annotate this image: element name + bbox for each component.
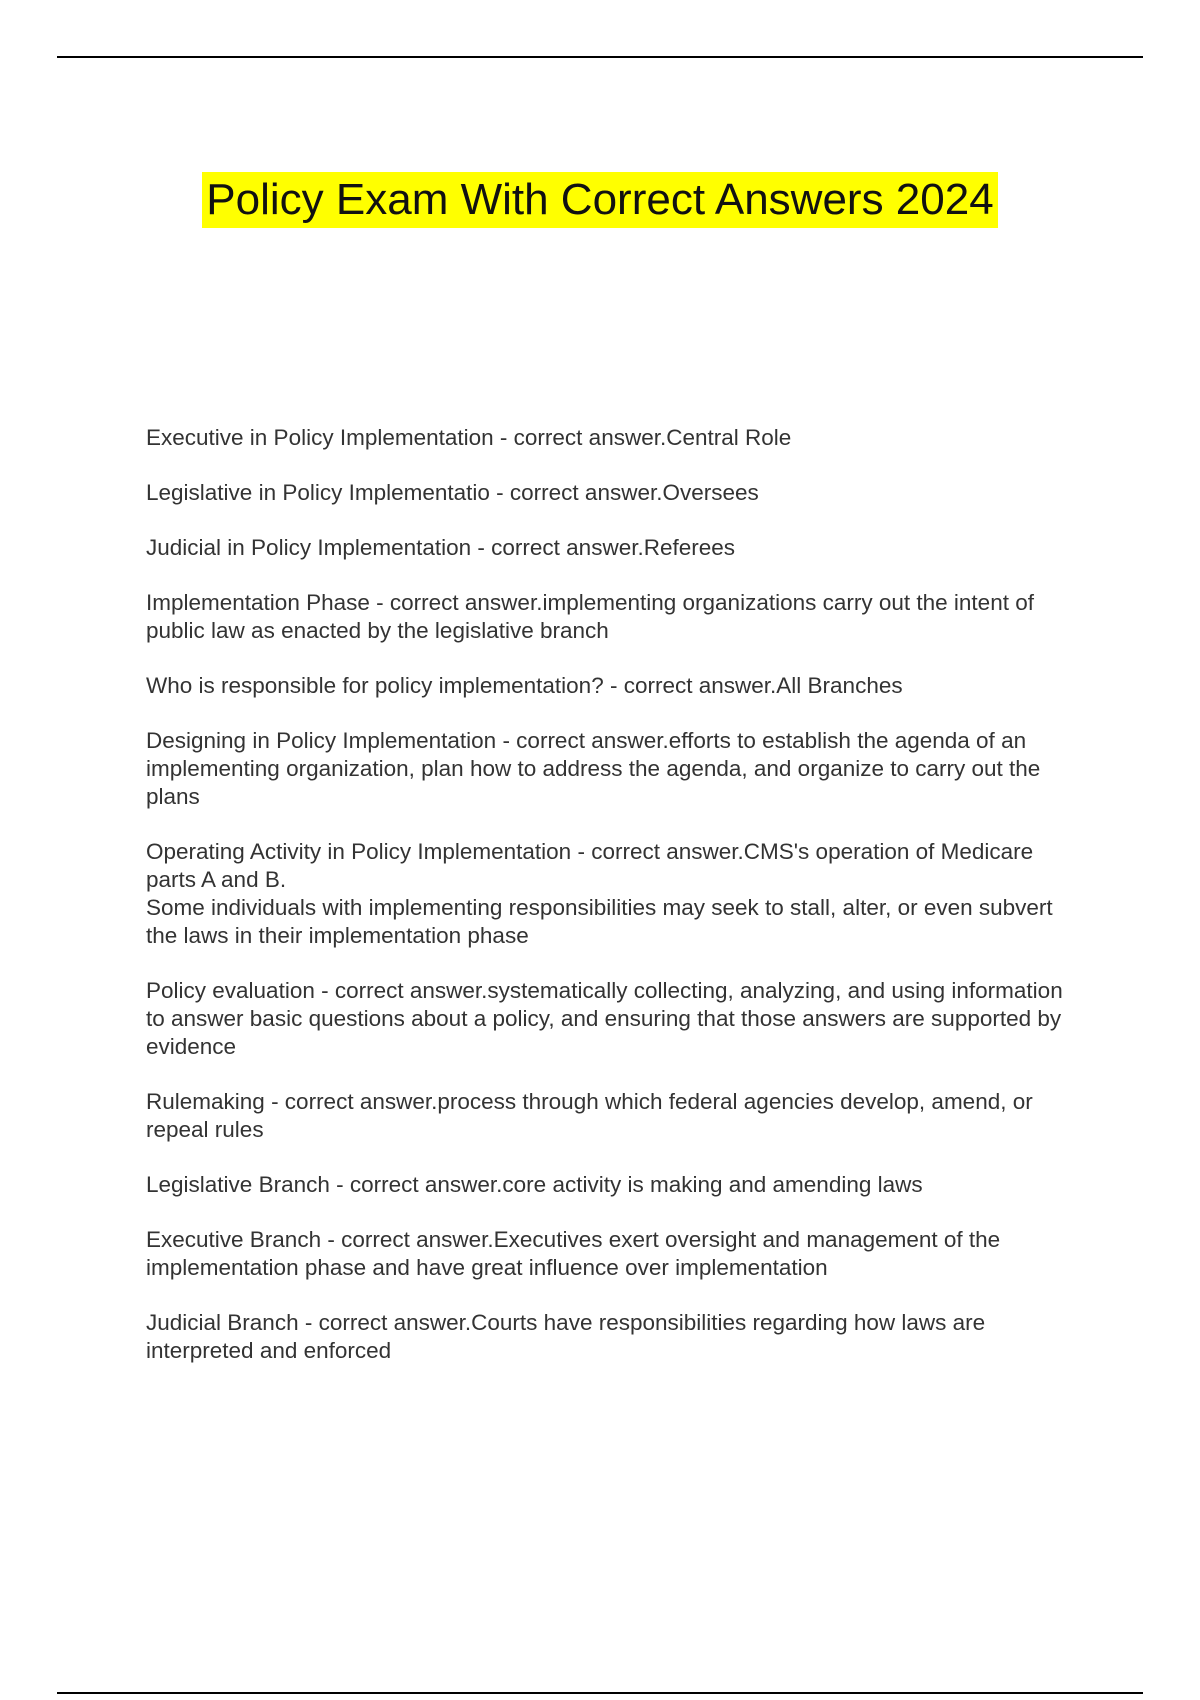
answer-separator: - correct answer. — [489, 480, 663, 505]
qa-item — [146, 589, 1086, 645]
answer-separator: - correct answer. — [603, 673, 777, 698]
answer-text: CMS's operation of Medicare parts A and B. Some individuals with implementing responsibilities may seek to stall, alter, or even subvert the laws in their implementation phase — [146, 839, 1053, 948]
answer-text: core activity is making and amending laws — [502, 1172, 923, 1197]
qa-item — [146, 534, 1086, 562]
qa-item — [146, 1309, 1086, 1365]
answer-separator: - correct answer. — [369, 590, 543, 615]
question-text: Operating Activity in Policy Implementation — [146, 839, 572, 864]
question-text: Judicial Branch — [146, 1310, 299, 1335]
title-container — [0, 172, 1200, 228]
answer-text: Courts have responsibilities regarding how laws are interpreted and enforced — [146, 1310, 986, 1363]
qa-item — [146, 1226, 1086, 1282]
answer-text: Oversees — [662, 480, 759, 505]
answer-separator: - correct answer. — [298, 1310, 472, 1335]
qa-item — [146, 672, 1086, 700]
question-text: Who is responsible for policy implementation? — [146, 673, 604, 698]
qa-item — [146, 977, 1086, 1061]
qa-item — [146, 479, 1086, 507]
answer-text: All Branches — [776, 673, 903, 698]
question-text: Executive in Policy Implementation — [146, 425, 494, 450]
qa-item — [146, 838, 1086, 950]
qa-item — [146, 424, 1086, 452]
page-title: Policy Exam With Correct Answers 2024 — [202, 172, 997, 228]
question-text: Executive Branch — [146, 1227, 322, 1252]
question-text: Designing in Policy Implementation — [146, 728, 497, 753]
question-text: Policy evaluation — [146, 978, 315, 1003]
answer-text: efforts to establish the agenda of an implementing organization, plan how to address the agenda, and organize to carry out the plans — [146, 728, 1041, 809]
answer-text: implementing organizations carry out the intent of public law as enacted by the legislative branch — [146, 590, 1034, 643]
qa-item — [146, 1088, 1086, 1144]
answer-separator: - correct answer. — [471, 535, 644, 560]
answer-separator: - correct answer. — [329, 1172, 503, 1197]
answer-text: Executives exert oversight and management of the implementation phase and have great influence over implementation — [146, 1227, 1001, 1280]
bottom-divider — [57, 1692, 1143, 1694]
qa-list — [146, 424, 1086, 1392]
answer-text: systematically collecting, analyzing, and using information to answer basic questions about a policy, and ensuring that those answers are supported by evidence — [146, 978, 1063, 1059]
question-text: Judicial in Policy Implementation — [146, 535, 472, 560]
top-divider — [57, 56, 1143, 58]
qa-item — [146, 1171, 1086, 1199]
answer-separator: - correct answer. — [321, 1227, 494, 1252]
answer-text: Central Role — [666, 425, 792, 450]
answer-separator: - correct answer. — [493, 425, 667, 450]
answer-separator: - correct answer. — [314, 978, 488, 1003]
qa-item — [146, 727, 1086, 811]
question-text: Legislative Branch — [146, 1172, 330, 1197]
answer-separator: - correct answer. — [571, 839, 744, 864]
question-text: Implementation Phase — [146, 590, 370, 615]
answer-text: process through which federal agencies develop, amend, or repeal rules — [146, 1089, 1033, 1142]
answer-separator: - correct answer. — [496, 728, 669, 753]
question-text: Rulemaking — [146, 1089, 265, 1114]
question-text: Legislative in Policy Implementatio — [146, 480, 490, 505]
answer-text: Referees — [643, 535, 736, 560]
answer-separator: - correct answer. — [264, 1089, 438, 1114]
